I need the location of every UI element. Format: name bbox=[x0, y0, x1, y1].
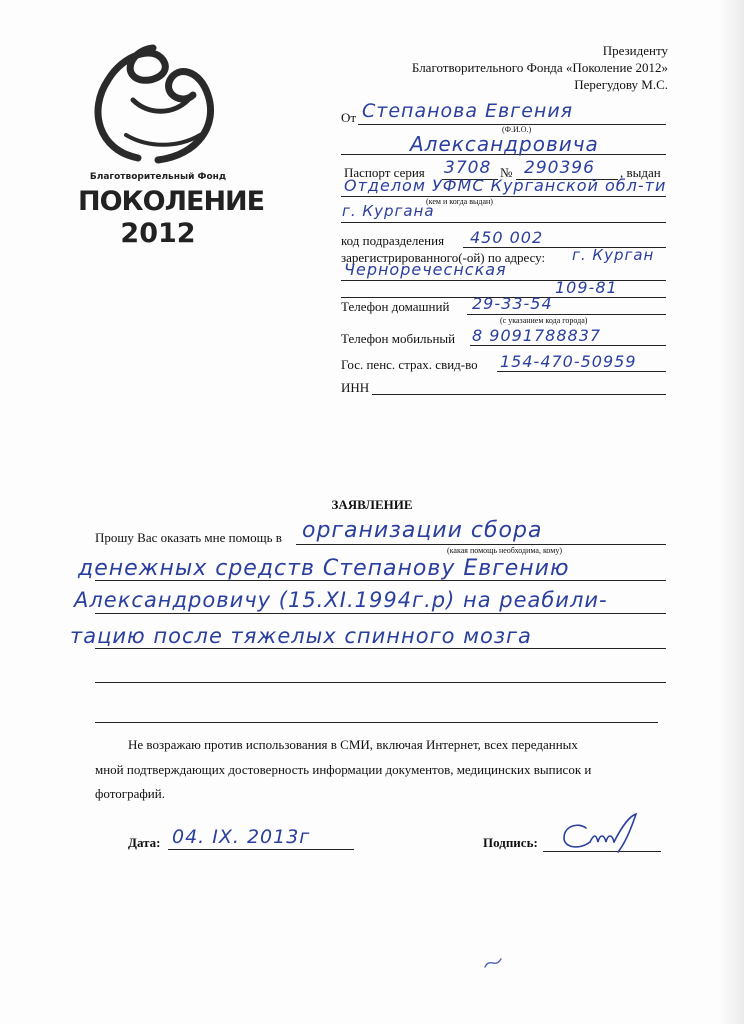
from-value-2: Александровича bbox=[410, 132, 599, 156]
signature-mark-icon bbox=[556, 812, 652, 856]
statement-title: ЗАЯВЛЕНИЕ bbox=[331, 497, 413, 512]
issued-value-2: г. Кургана bbox=[342, 202, 435, 220]
from-label: От bbox=[341, 110, 357, 125]
request-hint: (какая помощь необходима, кому) bbox=[447, 546, 563, 555]
foundation-logo bbox=[78, 40, 265, 270]
pension-line bbox=[497, 371, 666, 372]
addressee-line3: Перегудову М.С. bbox=[574, 77, 668, 92]
issued-value-1: Отделом УФМС Курганской обл-ти bbox=[344, 176, 667, 195]
passport-label: Паспорт серия bbox=[344, 165, 425, 180]
mobile-line bbox=[470, 345, 666, 346]
request-label: Прошу Вас оказать мне помощь в bbox=[95, 530, 282, 545]
pension-label: Гос. пенс. страх. свид-во bbox=[341, 357, 478, 372]
address-house: 109-81 bbox=[555, 278, 618, 297]
request-line3: Александровичу (15.XI.1994г.р) на реабили- bbox=[74, 588, 608, 612]
consent-line2: мной подтверждающих достоверность информации документов, медицинских выписок и bbox=[95, 762, 592, 777]
request-line4: тацию после тяжелых спинного мозга bbox=[70, 624, 532, 648]
request-line2: денежных средств Степанову Евгению bbox=[78, 556, 570, 581]
phone-hint: (с указанием кода города) bbox=[500, 316, 588, 325]
passport-number: 290396 bbox=[524, 158, 595, 178]
date-line bbox=[168, 849, 354, 850]
home-phone-label: Телефон домашний bbox=[341, 299, 450, 314]
home-phone-line bbox=[467, 314, 666, 315]
issued-line bbox=[341, 196, 666, 197]
addressee-line2: Благотворительного Фонда «Поколение 2012» bbox=[411, 60, 668, 75]
passport-series: 3708 bbox=[444, 158, 492, 178]
mobile: 8 9091788837 bbox=[472, 326, 602, 345]
address-label: зарегистрированного(-ой) по адресу: bbox=[341, 250, 546, 265]
issued-hint: (кем и когда выдан) bbox=[426, 197, 493, 206]
address-city: г. Курган bbox=[572, 246, 655, 264]
consent-line3: фотографий. bbox=[95, 786, 165, 801]
request-line1: организации сбора bbox=[302, 518, 543, 543]
signature-label: Подпись: bbox=[483, 835, 538, 850]
consent-line1: Не возражаю против использования в СМИ, включая Интернет, всех переданных bbox=[128, 737, 578, 752]
address-street: Черноречеснская bbox=[344, 260, 507, 279]
request-line-4 bbox=[95, 648, 666, 649]
logo-name-line2: 2012 bbox=[120, 218, 196, 249]
division-code: 450 002 bbox=[470, 228, 544, 247]
logo-caption: Благотворительный Фонд bbox=[89, 172, 227, 182]
home-phone: 29-33-54 bbox=[472, 294, 553, 313]
mobile-label: Телефон мобильный bbox=[341, 331, 456, 346]
inn-line bbox=[372, 394, 666, 395]
request-line-3 bbox=[95, 613, 666, 614]
date-label: Дата: bbox=[128, 835, 161, 850]
request-line-6 bbox=[95, 722, 658, 723]
ink-smudge-icon bbox=[482, 952, 506, 972]
request-line-1 bbox=[296, 544, 666, 545]
logo-name-line1: ПОКОЛЕНИЕ bbox=[78, 186, 265, 217]
issued-label: , выдан bbox=[620, 165, 661, 180]
issued-line-2 bbox=[341, 222, 666, 223]
addressee-line1: Президенту bbox=[602, 43, 668, 58]
division-label: код подразделения bbox=[341, 233, 445, 248]
inn-label: ИНН bbox=[341, 380, 370, 395]
from-value-1: Степанова Евгения bbox=[362, 100, 574, 122]
pension: 154-470-50959 bbox=[500, 352, 637, 371]
passport-number-label: № bbox=[500, 165, 513, 180]
request-line-5 bbox=[95, 682, 666, 683]
date-value: 04. IX. 2013г bbox=[172, 826, 311, 848]
fio-hint: (Ф.И.О.) bbox=[502, 125, 532, 134]
logo-emblem-icon bbox=[78, 40, 238, 170]
